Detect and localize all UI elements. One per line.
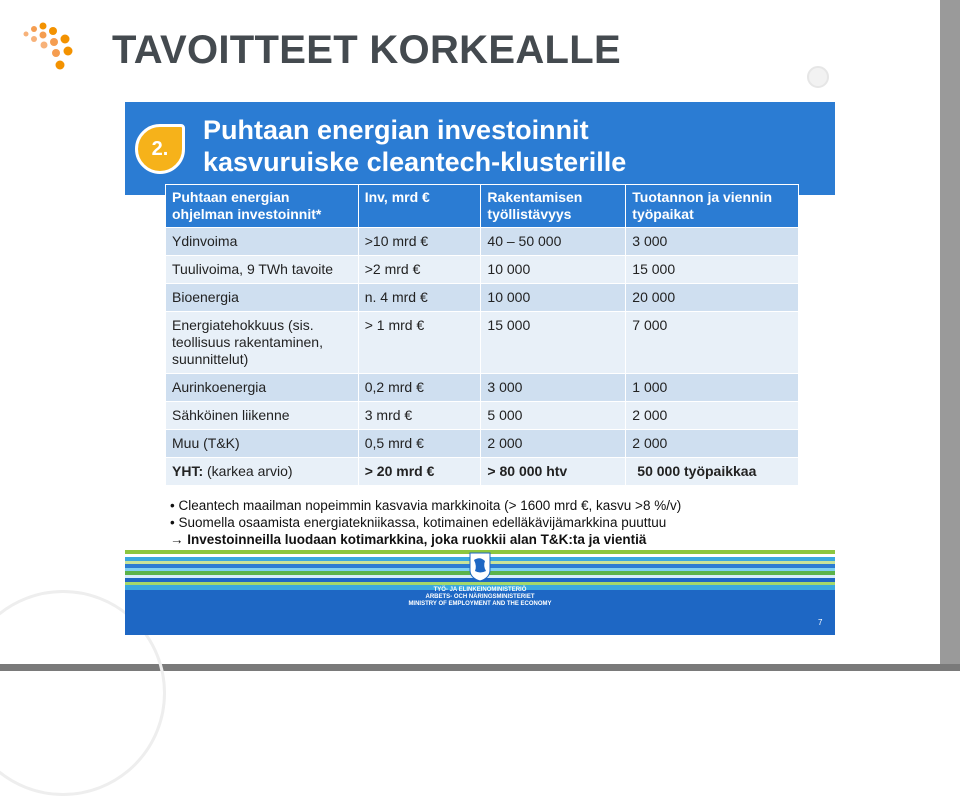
- header-program: Puhtaan energian ohjelman investoinnit*: [166, 185, 359, 228]
- total-label-rest: (karkea arvio): [203, 463, 293, 479]
- section-badge: 2.: [135, 124, 185, 174]
- cell-investment: > 1 mrd €: [358, 312, 481, 374]
- cell-investment: 0,2 mrd €: [358, 374, 481, 402]
- headline-line-2: kasvuruiske cleantech-klusterille: [203, 147, 627, 177]
- total-label: [166, 458, 359, 486]
- cell-investment: >2 mrd €: [358, 256, 481, 284]
- bullet-item: • Suomella osaamista energiatekniikassa, kotimainen edelläkävijämarkkina puuttuu: [170, 515, 667, 530]
- investment-table: [165, 184, 799, 486]
- cell-jobs: 7 000: [626, 312, 799, 374]
- cell-construction: 5 000: [481, 402, 626, 430]
- cell-construction: 2 000: [481, 430, 626, 458]
- header-construction-jobs: Rakentamisen työllistävyys: [481, 185, 626, 228]
- conclusion-line: → Investoinneilla luodaan kotimarkkina, joka ruokkii alan T&K:ta ja vientiä: [170, 532, 647, 547]
- right-edge-bar: [940, 0, 960, 671]
- bullet-item: • Cleantech maailman nopeimmin kasvavia markkinoita (> 1600 mrd €, kasvu >8 %/v): [170, 498, 682, 513]
- total-jobs: 50 000 työpaikkaa: [626, 458, 799, 486]
- cell-program: Ydinvoima: [166, 228, 359, 256]
- header-production-jobs: Tuotannon ja viennin työpaikat: [626, 185, 799, 228]
- table-row: [166, 256, 799, 284]
- cell-program: Energiatehokkuus (sis. teollisuus rakentaminen, suunnittelut): [166, 312, 359, 374]
- total-investment: > 20 mrd €: [358, 458, 481, 486]
- cell-investment: 0,5 mrd €: [358, 430, 481, 458]
- cell-construction: 10 000: [481, 284, 626, 312]
- cell-jobs: 2 000: [626, 430, 799, 458]
- table-row: [166, 402, 799, 430]
- bullet-list: [170, 497, 681, 548]
- cell-jobs: 1 000: [626, 374, 799, 402]
- table-row: [166, 284, 799, 312]
- decorative-circle: [807, 66, 829, 88]
- cell-construction: 15 000: [481, 312, 626, 374]
- table-row: [166, 228, 799, 256]
- total-construction: > 80 000 htv: [481, 458, 626, 486]
- table-row: [166, 312, 799, 374]
- table-row: [166, 430, 799, 458]
- cell-program: Bioenergia: [166, 284, 359, 312]
- page-title: TAVOITTEET KORKEALLE: [112, 28, 621, 72]
- cell-construction: 3 000: [481, 374, 626, 402]
- cell-program: Aurinkoenergia: [166, 374, 359, 402]
- slide-headline: [203, 114, 626, 178]
- cell-investment: 3 mrd €: [358, 402, 481, 430]
- dots-logo-icon: [20, 20, 82, 74]
- cell-jobs: 3 000: [626, 228, 799, 256]
- cell-investment: >10 mrd €: [358, 228, 481, 256]
- cell-program: Tuulivoima, 9 TWh tavoite: [166, 256, 359, 284]
- table-total-row: [166, 458, 799, 486]
- cell-investment: n. 4 mrd €: [358, 284, 481, 312]
- slide-image: [125, 102, 835, 635]
- table-row: [166, 374, 799, 402]
- cell-program: Muu (T&K): [166, 430, 359, 458]
- cell-jobs: 2 000: [626, 402, 799, 430]
- cell-construction: 40 – 50 000: [481, 228, 626, 256]
- cell-construction: 10 000: [481, 256, 626, 284]
- cell-jobs: 15 000: [626, 256, 799, 284]
- cell-program: Sähköinen liikenne: [166, 402, 359, 430]
- headline-line-1: Puhtaan energian investoinnit: [203, 115, 589, 145]
- cell-jobs: 20 000: [626, 284, 799, 312]
- total-label-bold: YHT:: [172, 463, 204, 479]
- ministry-line-en: MINISTRY OF EMPLOYMENT AND THE ECONOMY: [408, 601, 552, 607]
- slide-page-number: 7: [818, 618, 823, 627]
- ministry-text: [125, 557, 835, 608]
- table-header-row: [166, 185, 799, 228]
- ministry-line-sv: ARBETS- OCH NÄRINGSMINISTERIET: [425, 594, 535, 600]
- ministry-line-fi: TYÖ- JA ELINKEINOMINISTERIÖ: [433, 587, 527, 593]
- header-investment: Inv, mrd €: [358, 185, 481, 228]
